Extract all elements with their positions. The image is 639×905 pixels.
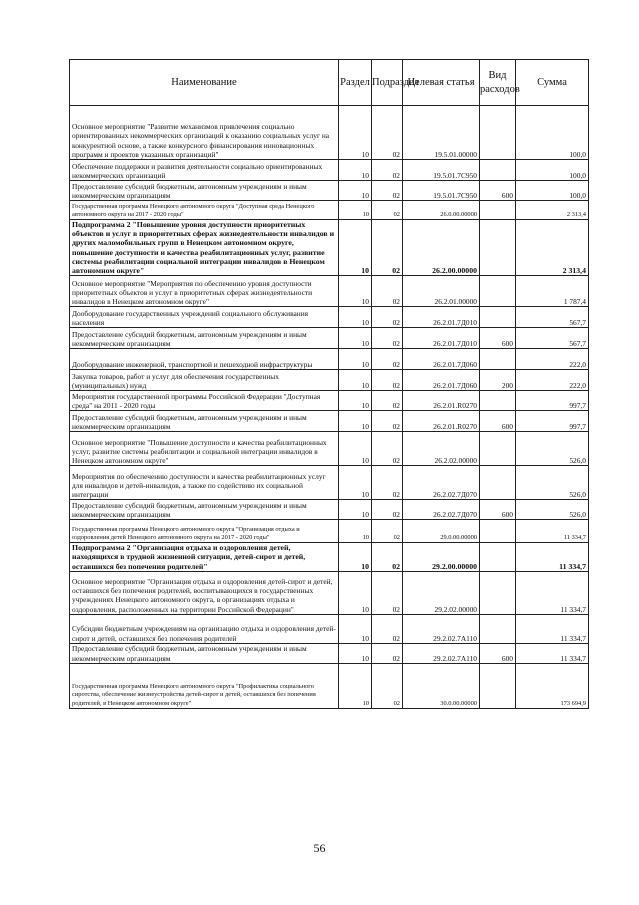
row-target: 26.2.01.7Д010 [403,307,480,328]
header-razdel: Раздел [339,60,372,106]
header-target: Целевая статья [403,60,480,106]
row-type [480,106,516,160]
row-name: Мероприятия по обеспечению доступности и качества реабилитационных услуг для инвалидов и детей-инвалидов, а также по содействию их социальной интеграции [70,466,339,500]
row-sum: 526,0 [516,432,589,466]
row-type [480,614,516,643]
row-name: Дооборудование государственных учреждений социального обслуживания населения [70,307,339,328]
row-name: Мероприятия государственной программы Российской Федерации "Доступная среда" на 2011 - 2020 годы [70,391,339,411]
row-sum: 567,7 [516,307,589,328]
row-target: 29.2.02.00000 [403,571,480,614]
row-target: 26.2.00.00000 [403,220,480,276]
table-row [70,307,589,328]
row-podrazdel: 02 [372,643,403,663]
row-name: Государственная программа Ненецкого автономного округа "Профилактика социального сиротства, обеспечение жизнеустройства детей-сирот и детей, оставшихся без попечения родителей, в Ненецком автономном округе" [70,663,339,708]
row-sum: 173 694,9 [516,663,589,708]
row-sum: 2 313,4 [516,201,589,220]
row-podrazdel: 02 [372,466,403,500]
row-target: 19.5.01.7С950 [403,160,480,181]
row-razdel: 10 [339,160,372,181]
table-row [70,571,589,614]
table-row [70,106,589,160]
row-type: 600 [480,328,516,349]
row-type [480,349,516,370]
row-name: Предоставление субсидий бюджетным, автономным учреждениям и иным некоммерческим организациям [70,328,339,349]
row-podrazdel: 02 [372,370,403,391]
row-name: Государственная программа Ненецкого автономного округа "Доступная среда Ненецкого автономного округа на 2017 - 2020 годы" [70,201,339,220]
row-sum: 11 334,7 [516,520,589,543]
row-podrazdel: 02 [372,520,403,543]
row-target: 30.0.00.00000 [403,663,480,708]
row-sum: 100,0 [516,106,589,160]
row-type: 200 [480,370,516,391]
row-razdel: 10 [339,349,372,370]
table-row [70,663,589,708]
table-row [70,432,589,466]
row-name: Государственная программа Ненецкого автономного округа "Организация отдыха и оздоровления детей Ненецкого автономного округа на 2017 - 2020 годы" [70,520,339,543]
table-row [70,500,589,520]
row-name: Обеспечение поддержки и развития деятельности социально ориентированных некоммерческих организаций [70,160,339,181]
row-type: 600 [480,500,516,520]
row-type [480,201,516,220]
row-target: 29.2.02.7А110 [403,614,480,643]
table-row [70,349,589,370]
table-row [70,391,589,411]
row-sum: 100,0 [516,181,589,201]
row-name: Субсидии бюджетным учреждениям на организацию отдыха и оздоровления детей-сирот и детей, оставшихся без попечения родителей [70,614,339,643]
row-name: Основное мероприятие "Повышение доступности и качества реабилитационных услуг, развитие системы реабилитации и социальной интеграции инвалидов в Ненецком автономном округе" [70,432,339,466]
table-row [70,370,589,391]
row-razdel: 10 [339,370,372,391]
table-row [70,543,589,572]
row-name: Предоставление субсидий бюджетным, автономным учреждениям и иным некоммерческим организациям [70,643,339,663]
row-name: Основное мероприятие "Развитие механизмов привлечения социально ориентированных некоммерческих организаций к оказанию социальных услуг на конкурентной основе, а также конкурсного финансирования инновационных программ и проектов указанных организаций" [70,106,339,160]
row-razdel: 10 [339,106,372,160]
row-razdel: 10 [339,543,372,572]
row-sum: 11 334,7 [516,571,589,614]
table-row [70,160,589,181]
row-podrazdel: 02 [372,106,403,160]
row-type [480,466,516,500]
row-razdel: 10 [339,328,372,349]
table-row [70,220,589,276]
row-razdel: 10 [339,614,372,643]
row-sum: 997,7 [516,391,589,411]
row-razdel: 10 [339,411,372,432]
row-target: 29.0.00.00000 [403,520,480,543]
row-razdel: 10 [339,500,372,520]
row-type [480,663,516,708]
row-target: 26.2.01.00000 [403,276,480,307]
row-sum: 526,0 [516,500,589,520]
row-sum: 567,7 [516,328,589,349]
table-row [70,466,589,500]
row-target: 29.2.00.00000 [403,543,480,572]
row-podrazdel: 02 [372,181,403,201]
row-sum: 526,0 [516,466,589,500]
row-type: 600 [480,411,516,432]
row-podrazdel: 02 [372,543,403,572]
row-razdel: 10 [339,181,372,201]
row-name: Подпрограмма 2 "Организация отдыха и оздоровления детей, находящихся в трудной жизненной ситуации, детей-сирот и детей, оставшихся без попечения родителей" [70,543,339,572]
row-name: Предоставление субсидий бюджетным, автономным учреждениям и иным некоммерческим организациям [70,181,339,201]
header-row [70,60,589,106]
table-body [70,106,589,709]
row-type [480,432,516,466]
row-type: 600 [480,643,516,663]
row-target: 26.2.01.R0270 [403,391,480,411]
row-podrazdel: 02 [372,571,403,614]
row-target: 26.2.01.7Д060 [403,370,480,391]
row-type [480,571,516,614]
row-razdel: 10 [339,432,372,466]
row-razdel: 10 [339,276,372,307]
row-podrazdel: 02 [372,500,403,520]
row-name: Закупка товаров, работ и услуг для обеспечения государственных (муниципальных) нужд [70,370,339,391]
row-sum: 2 313,4 [516,220,589,276]
row-sum: 11 334,7 [516,643,589,663]
table-row [70,201,589,220]
row-razdel: 10 [339,571,372,614]
header-podrazdel: Подраздел [372,60,403,106]
row-podrazdel: 02 [372,411,403,432]
row-sum: 1 787,4 [516,276,589,307]
row-podrazdel: 02 [372,663,403,708]
row-sum: 997,7 [516,411,589,432]
row-type [480,220,516,276]
row-type [480,160,516,181]
row-razdel: 10 [339,663,372,708]
row-target: 29.2.02.7А110 [403,643,480,663]
row-razdel: 10 [339,391,372,411]
row-razdel: 10 [339,201,372,220]
row-razdel: 10 [339,643,372,663]
row-type: 600 [480,181,516,201]
row-podrazdel: 02 [372,432,403,466]
row-sum: 100,0 [516,160,589,181]
row-razdel: 10 [339,307,372,328]
row-name: Основное мероприятие "Организация отдыха и оздоровления детей-сирот и детей, оставшихся без попечения родителей, воспитывающихся в государственных учреждениях Ненецкого автономного округа, в организациях отдыха и оздоровления, расположенных на территории Российской Федерации" [70,571,339,614]
row-podrazdel: 02 [372,201,403,220]
row-podrazdel: 02 [372,307,403,328]
row-target: 26.2.02.00000 [403,432,480,466]
row-razdel: 10 [339,220,372,276]
row-podrazdel: 02 [372,276,403,307]
table-row [70,181,589,201]
row-razdel: 10 [339,466,372,500]
row-podrazdel: 02 [372,328,403,349]
row-type [480,307,516,328]
row-sum: 222,0 [516,370,589,391]
row-target: 26.0.00.00000 [403,201,480,220]
table-row [70,328,589,349]
row-sum: 11 334,7 [516,614,589,643]
row-podrazdel: 02 [372,614,403,643]
row-name: Подпрограмма 2 "Повышение уровня доступности приоритетных объектов и услуг в приоритетных сферах жизнедеятельности инвалидов и других маломобильных групп в Ненецком автономном округе, повышение доступности и качества реабилитационных услуг, развитие системы реабилитации социальной интеграции инвалидов в Ненецком автономном округе" [70,220,339,276]
row-target: 26.2.02.7Д070 [403,500,480,520]
row-type [480,391,516,411]
row-name: Предоставление субсидий бюджетным, автономным учреждениям и иным некоммерческим организациям [70,500,339,520]
row-type [480,276,516,307]
row-target: 19.5.01.7С950 [403,181,480,201]
table-row [70,643,589,663]
row-podrazdel: 02 [372,349,403,370]
row-podrazdel: 02 [372,160,403,181]
row-target: 26.2.01.7Д010 [403,328,480,349]
row-sum: 222,0 [516,349,589,370]
row-target: 19.5.01.00000 [403,106,480,160]
header-type: Вид расходов [480,60,516,106]
row-name: Предоставление субсидий бюджетным, автономным учреждениям и иным некоммерческим организациям [70,411,339,432]
row-target: 26.2.01.7Д060 [403,349,480,370]
budget-table [69,59,589,709]
page-number: 56 [313,841,326,855]
table-row [70,614,589,643]
row-type [480,543,516,572]
header-sum: Сумма [516,60,589,106]
row-name: Дооборудование инженерной, транспортной и пешеходной инфраструктуры [70,349,339,370]
table-row [70,520,589,543]
table-row [70,276,589,307]
row-target: 26.2.01.R0270 [403,411,480,432]
row-type [480,520,516,543]
row-name: Основное мероприятие "Мероприятия по обеспечению уровня доступности приоритетных объектов и услуг в приоритетных сферах жизнедеятельности инвалидов в Ненецком автономном округе" [70,276,339,307]
row-razdel: 10 [339,520,372,543]
row-podrazdel: 02 [372,220,403,276]
row-target: 26.2.02.7Д070 [403,466,480,500]
row-sum: 11 334,7 [516,543,589,572]
table-row [70,411,589,432]
header-name: Наименование [70,60,339,106]
row-podrazdel: 02 [372,391,403,411]
